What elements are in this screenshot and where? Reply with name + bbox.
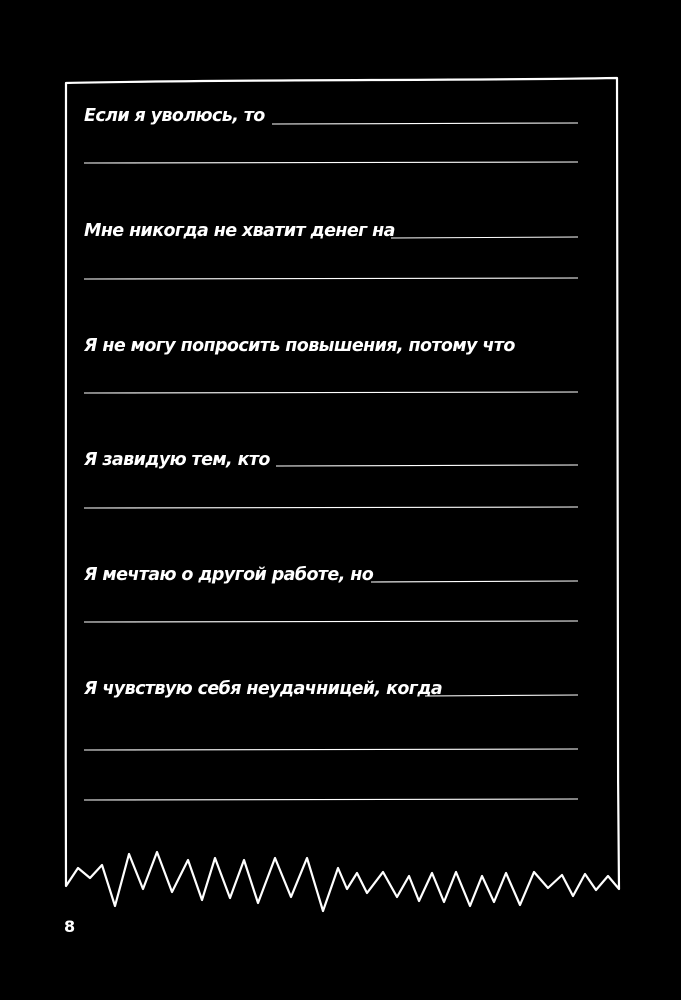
prompt-ask-raise: Я не могу попросить повышения, потому что: [84, 336, 515, 356]
answer-line[interactable]: [276, 465, 578, 466]
answer-line[interactable]: [84, 507, 578, 508]
answer-line[interactable]: [84, 749, 578, 750]
answer-line[interactable]: [84, 392, 578, 393]
prompt-quit-job: Если я уволюсь, то: [84, 106, 265, 126]
prompt-dream-job: Я мечтаю о другой работе, но: [84, 565, 374, 585]
answer-line[interactable]: [84, 799, 578, 800]
prompt-envy: Я завидую тем, кто: [84, 450, 270, 470]
answer-line[interactable]: [84, 162, 578, 163]
answer-line[interactable]: [84, 621, 578, 622]
answer-line[interactable]: [391, 237, 578, 238]
torn-paper-outline: [66, 78, 619, 911]
answer-line[interactable]: [425, 695, 578, 696]
answer-line[interactable]: [371, 581, 578, 582]
page-number: 8: [64, 917, 76, 936]
answer-line[interactable]: [272, 123, 578, 124]
prompt-not-enough-money: Мне никогда не хватит денег на: [84, 221, 395, 241]
prompt-feel-failure: Я чувствую себя неудачницей, когда: [84, 679, 443, 699]
answer-line[interactable]: [84, 278, 578, 279]
